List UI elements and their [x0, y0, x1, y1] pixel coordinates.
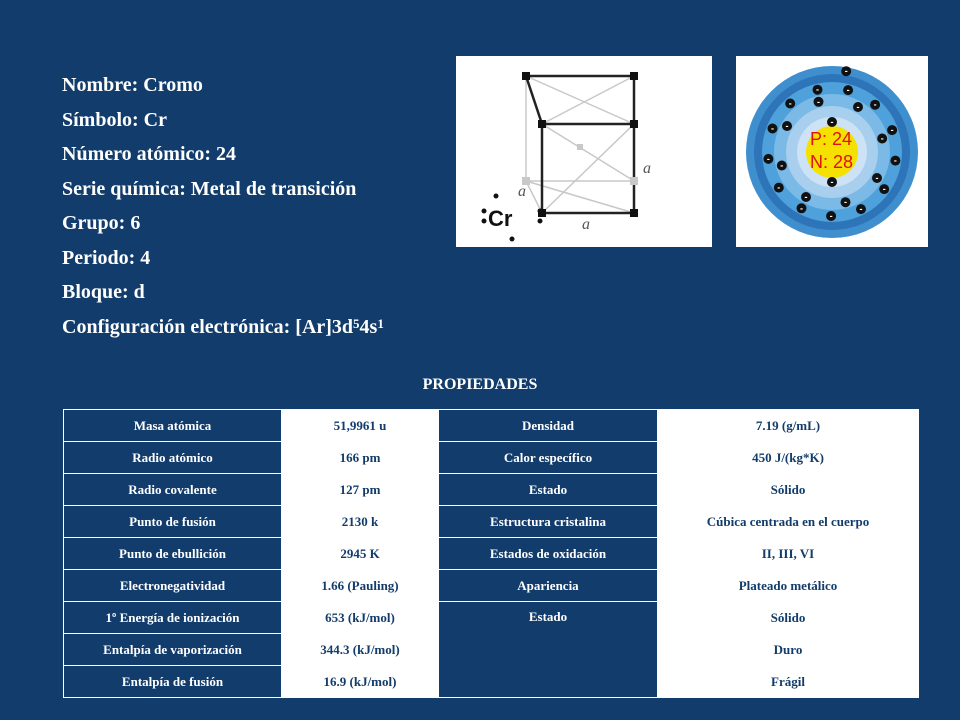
electron-sign: - — [844, 197, 847, 208]
property-label: Estados de oxidación — [439, 538, 658, 570]
property-label: Estructura cristalina — [439, 506, 658, 538]
neutron-count: N: 28 — [810, 152, 854, 172]
properties-table — [63, 409, 919, 698]
electron-sign: - — [856, 102, 860, 112]
electron-sign: - — [859, 204, 863, 215]
property-value: 51,9961 u — [282, 410, 439, 442]
electron-sign: - — [829, 211, 833, 221]
table-row — [64, 442, 919, 474]
property-value: 450 J/(kg*K) — [658, 442, 919, 474]
property-label: Estado — [439, 474, 658, 506]
electron-sign: - — [817, 96, 820, 107]
electron-sign: - — [788, 98, 792, 109]
property-value: 2130 k — [282, 506, 439, 538]
property-label: Entalpía de fusión — [64, 666, 282, 698]
element-electron-config: Configuración electrónica: $[Ar]3d^54s^1$ — [62, 315, 384, 338]
property-value: Duro — [658, 634, 919, 666]
lattice-edge-label-right: a — [643, 160, 651, 177]
element-group: Grupo: 6 — [62, 212, 141, 234]
electron-sign: - — [766, 153, 770, 164]
element-symbol: Símbolo: Cr — [62, 108, 167, 131]
property-value: II, III, VI — [658, 538, 919, 570]
electron-sign: - — [785, 121, 789, 131]
property-label: Estado — [439, 602, 658, 698]
property-label: Radio covalente — [64, 474, 282, 506]
table-row — [64, 538, 919, 570]
lattice-element-symbol: Cr — [488, 206, 513, 231]
electron-sign: - — [844, 66, 848, 77]
properties-title: PROPIEDADES — [422, 376, 538, 393]
lattice-edge-label-left: a — [518, 183, 526, 200]
electron-sign: - — [893, 155, 897, 166]
property-label: Calor específico — [439, 442, 658, 474]
element-atomic-number: Número atómico: 24 — [62, 143, 237, 165]
electron-sign: - — [830, 177, 834, 187]
electron-sign: - — [816, 84, 819, 95]
property-label: Entalpía de vaporización — [64, 634, 282, 666]
element-info — [62, 68, 384, 344]
property-value: Sólido — [658, 474, 919, 506]
electron-sign: - — [875, 173, 879, 183]
property-value: 1.66 (Pauling) — [282, 570, 439, 602]
crystal-lattice-diagram — [456, 56, 712, 247]
property-value: Plateado metálico — [658, 570, 919, 602]
property-label: Radio atómico — [64, 442, 282, 474]
property-value: 653 (kJ/mol) — [282, 602, 439, 634]
property-value: 166 pm — [282, 442, 439, 474]
property-label: Apariencia — [439, 570, 658, 602]
property-value: Sólido — [658, 602, 919, 634]
electron-sign: - — [804, 192, 808, 202]
table-row — [64, 602, 919, 634]
property-value: Cúbica centrada en el cuerpo — [658, 506, 919, 538]
proton-count: P: 24 — [810, 129, 853, 149]
element-block: Bloque: d — [62, 281, 145, 303]
electron-sign: - — [777, 182, 781, 193]
electron-sign: - — [882, 184, 886, 195]
property-label: Masa atómica — [64, 410, 282, 442]
table-row — [64, 410, 919, 442]
property-label: Densidad — [439, 410, 658, 442]
element-period: Periodo: 4 — [62, 246, 151, 269]
property-value: 127 pm — [282, 474, 439, 506]
electron-sign: - — [890, 125, 894, 136]
property-label: 1º Energía de ionización — [64, 602, 282, 634]
element-name: Nombre: Cromo — [62, 74, 203, 96]
table-row — [64, 570, 919, 602]
property-value: Frágil — [658, 666, 919, 698]
electron-sign: - — [800, 203, 803, 214]
property-label: Punto de ebullición — [64, 538, 282, 570]
electron-sign: - — [846, 85, 850, 96]
property-value: 7.19 (g/mL) — [658, 410, 919, 442]
table-row — [64, 506, 919, 538]
property-value: 2945 K — [282, 538, 439, 570]
electron-sign: - — [780, 160, 784, 171]
lattice-edge-label-bottom: a — [582, 216, 590, 233]
electron-sign: - — [873, 99, 877, 110]
property-label: Punto de fusión — [64, 506, 282, 538]
table-row — [64, 474, 919, 506]
electron-sign: - — [830, 117, 834, 127]
bohr-model-diagram — [736, 56, 928, 247]
element-series: Serie química: Metal de transición — [62, 177, 357, 200]
property-value: 344.3 (kJ/mol) — [282, 634, 439, 666]
electron-sign: - — [771, 123, 774, 134]
electron-sign: - — [880, 133, 884, 144]
property-label: Electronegatividad — [64, 570, 282, 602]
property-value: 16.9 (kJ/mol) — [282, 666, 439, 698]
